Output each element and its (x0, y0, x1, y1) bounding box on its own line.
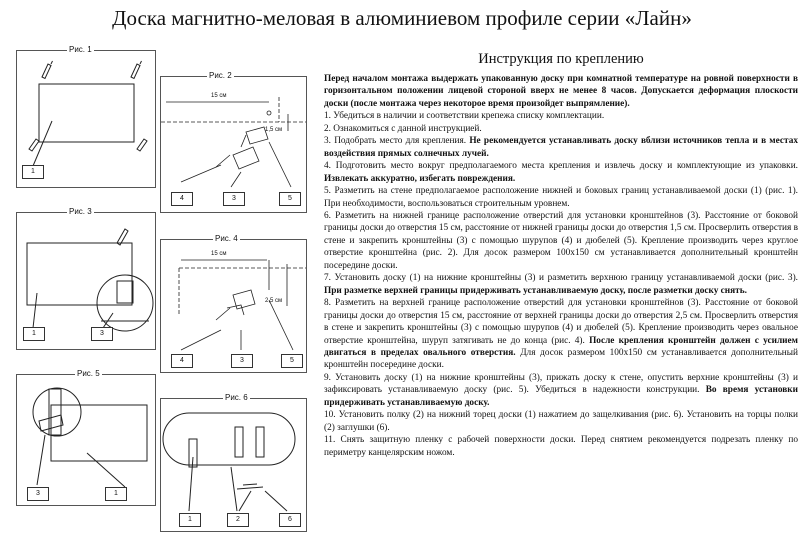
fig2-dim-horizontal: 15 см (211, 93, 227, 99)
fig2-dim-vertical: 1,5 см (265, 127, 283, 133)
step-11: 11. Снять защитную пленку с рабочей поверхности доски. Перед снятием рекомендуется подрезать пленку по периметру канцелярским ножом. (324, 435, 798, 458)
step-7-warning: При разметке верхней границы придерживать устанавливаемую доску, после разметки доску снять. (324, 285, 747, 296)
step-9 (324, 372, 798, 409)
callout-3: 3 (231, 354, 253, 368)
callout-2: 2 (227, 513, 249, 527)
figure-4-label: Рис. 4 (215, 234, 238, 243)
figure-3 (16, 207, 156, 350)
figure-2-label: Рис. 2 (209, 71, 232, 80)
callout-4: 4 (171, 192, 193, 206)
figure-6 (160, 393, 307, 532)
callout-6: 6 (279, 513, 301, 527)
step-9-text: 9. Установить доску (1) на нижние кронштейны (3), прижать доску к стене, опустить верхние кронштейны (3) и зафиксировать устанавливаемую доску (рис. 5). Убедиться в надежности конструкции. (324, 372, 798, 396)
step-4 (324, 160, 798, 185)
step-3 (324, 135, 798, 160)
figure-6-drawing (161, 399, 306, 531)
figure-5 (16, 369, 156, 506)
callout-1: 1 (179, 513, 201, 527)
fig4-dim-vertical: 2,5 см (265, 298, 283, 304)
step-5: 5. Разметить на стене предполагаемое расположение нижней и боковых границ устанавливаемой доски (1) (рис. 1). При необходимости, воспользоваться строительным уровнем. (324, 186, 798, 209)
callout-5: 5 (281, 354, 303, 368)
step-10: 10. Установить полку (2) на нижний торец доски (1) нажатием до защелкивания (рис. 6). Установить на торцы полки (2) заглушки (6). (324, 410, 798, 433)
figure-1 (16, 45, 156, 188)
step-7 (324, 272, 798, 297)
instructions-text (324, 73, 798, 459)
intro-bold: Перед началом монтажа выдержать упакованную доску при комнатной температуре на ровной поверхности в горизонтальном положении лицевой стороной вверх не менее 8 часов. Допускается деформация плоскости доски (после монтажа через некоторое время произойдет выпрямление). (324, 74, 798, 109)
callout-3: 3 (27, 487, 49, 501)
callout-1: 1 (22, 165, 44, 179)
step-8 (324, 297, 798, 372)
figure-4-drawing (161, 240, 306, 372)
step-8-text: 8. Разметить на верхней границе расположение отверстий для установки кронштейнов (3). Расстояние от боковой границы доски до отверстия 15 см, расстояние от верхней границы доски до отверстия 2,5 см. Просверлить отверстия в стене и закрепить кронштейны (3) с помощью шурупов (4) и дюбелей (5). Крепление производить через овальное отверстие кронштейна, шуруп затягивать не до конца (рис. 4). (324, 298, 798, 346)
step-3-warning: Не рекомендуется устанавливать доску вблизи источников тепла и в местах воздействия прямых солнечных лучей. (324, 136, 798, 159)
step-1: 1. Убедиться в наличии и соответствии крепежа списку комплектации. (324, 111, 605, 122)
figure-5-label: Рис. 5 (77, 369, 100, 378)
figure-1-label: Рис. 1 (69, 45, 92, 54)
callout-1: 1 (105, 487, 127, 501)
instructions-heading: Инструкция по креплению (478, 51, 644, 67)
figure-3-label: Рис. 3 (69, 207, 92, 216)
intro-paragraph (324, 73, 798, 110)
callout-3: 3 (223, 192, 245, 206)
step-8-warning: После крепления кронштейн должен с усилием двигаться в пределах овального отверстия. (324, 335, 798, 358)
figure-2 (160, 71, 307, 213)
figure-5-drawing (17, 375, 155, 505)
step-7-text: 7. Установить доску (1) на нижние кронштейны (3) и разметить верхнюю границу устанавливаемой доски (рис. 3). (324, 273, 798, 284)
document-title: Доска магнитно-меловая в алюминиевом профиле серии «Лайн» (112, 6, 692, 30)
step-9-warning: Во время установки придерживать устанавливаемую доску. (324, 385, 798, 408)
fig4-dim-horizontal: 15 см (211, 251, 227, 257)
figure-4 (160, 234, 307, 373)
callout-3: 3 (91, 327, 113, 341)
callout-5: 5 (279, 192, 301, 206)
step-6: 6. Разметить на нижней границе расположение отверстий для установки кронштейнов (3). Расстояние от боковой границы доски до отверстия 15 см, расстояние от нижней границы доски до отверстия 1,5 см. Просверлить отверстия в стене и закрепить кронштейны (3) с помощью шурупов (4) и дюбелей (5). Крепление производить через круглое отверстие кронштейна (рис. 2). Для досок размером 100х150 см устанавливается дополнительный кронштейн посередине доски. (324, 210, 798, 271)
callout-4: 4 (171, 354, 193, 368)
figure-6-label: Рис. 6 (225, 393, 248, 402)
callout-1: 1 (23, 327, 45, 341)
step-2: 2. Ознакомиться с данной инструкцией. (324, 123, 482, 134)
step-4-warning: Извлекать аккуратно, избегать повреждения. (324, 173, 516, 184)
step-8-note: Для досок размером 100х150 см устанавливается дополнительный кронштейн посередине доски. (324, 347, 799, 371)
step-3-text: 3. Подобрать место для крепления. (324, 136, 470, 147)
step-4-text: 4. Подготовить место вокруг предполагаемого места крепления и извлечь доску и комплектующие из упаковки. (324, 161, 798, 172)
